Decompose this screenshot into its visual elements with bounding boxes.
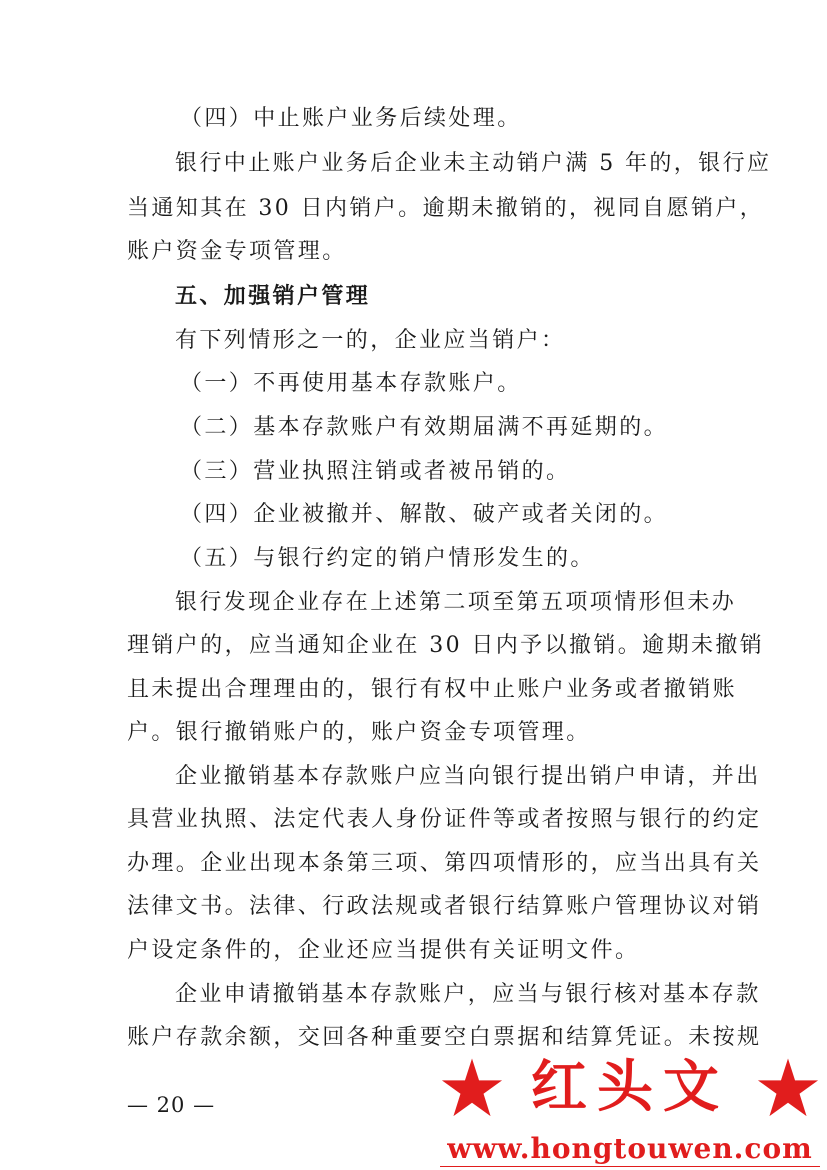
paragraph-line: 账户资金专项管理。 <box>127 239 347 264</box>
paragraph-line: 且未提出合理理由的，银行有权中止账户业务或者撤销账 <box>127 677 738 702</box>
list-item: （五）与银行约定的销户情形发生的。 <box>180 546 595 571</box>
page-number: — 20 — <box>127 1093 216 1117</box>
list-item: （四）企业被撤并、解散、破产或者关闭的。 <box>180 502 669 527</box>
watermark-underline <box>440 1166 820 1167</box>
star-icon <box>440 1056 504 1120</box>
paragraph-line: 具营业执照、法定代表人身份证件等或者按照与银行的约定 <box>127 807 762 832</box>
paragraph-line: 户。银行撤销账户的，账户资金专项管理。 <box>127 720 591 745</box>
watermark-logo <box>440 1048 820 1163</box>
list-item: （一）不再使用基本存款账户。 <box>180 371 522 396</box>
paragraph-line: 账户存款余额，交回各种重要空白票据和结算凭证。未按规 <box>127 1025 762 1050</box>
list-item: （二）基本存款账户有效期届满不再延期的。 <box>180 415 669 440</box>
watermark-text: 红头文 <box>531 1055 729 1120</box>
paragraph-line: 户设定条件的，企业还应当提供有关证明文件。 <box>127 938 640 963</box>
paragraph-line: 法律文书。法律、行政法规或者银行结算账户管理协议对销 <box>127 894 762 919</box>
paragraph-line: 当通知其在 30 日内销户。逾期未撤销的，视同自愿销户， <box>127 196 765 221</box>
paragraph-line: 企业撤销基本存款账户应当向银行提出销户申请，并出 <box>175 764 761 789</box>
star-icon <box>756 1056 820 1120</box>
paragraph-line: 有下列情形之一的，企业应当销户： <box>175 328 566 353</box>
paragraph-line: 理销户的，应当通知企业在 30 日内予以撤销。逾期未撤销 <box>127 633 765 658</box>
section-subheading: （四）中止账户业务后续处理。 <box>180 106 522 131</box>
paragraph-line: 办理。企业出现本条第三项、第四项情形的，应当出具有关 <box>127 851 762 876</box>
paragraph-line: 企业申请撤销基本存款账户，应当与银行核对基本存款 <box>175 982 761 1007</box>
paragraph-line: 银行中止账户业务后企业未主动销户满 5 年的，银行应 <box>175 151 772 176</box>
section-heading: 五、加强销户管理 <box>175 284 371 309</box>
list-item: （三）营业执照注销或者被吊销的。 <box>180 459 571 484</box>
watermark-url: www.hongtouwen.com <box>447 1132 813 1165</box>
paragraph-line: 银行发现企业存在上述第二项至第五项项情形但未办 <box>175 590 737 615</box>
watermark-brand <box>440 1048 820 1128</box>
